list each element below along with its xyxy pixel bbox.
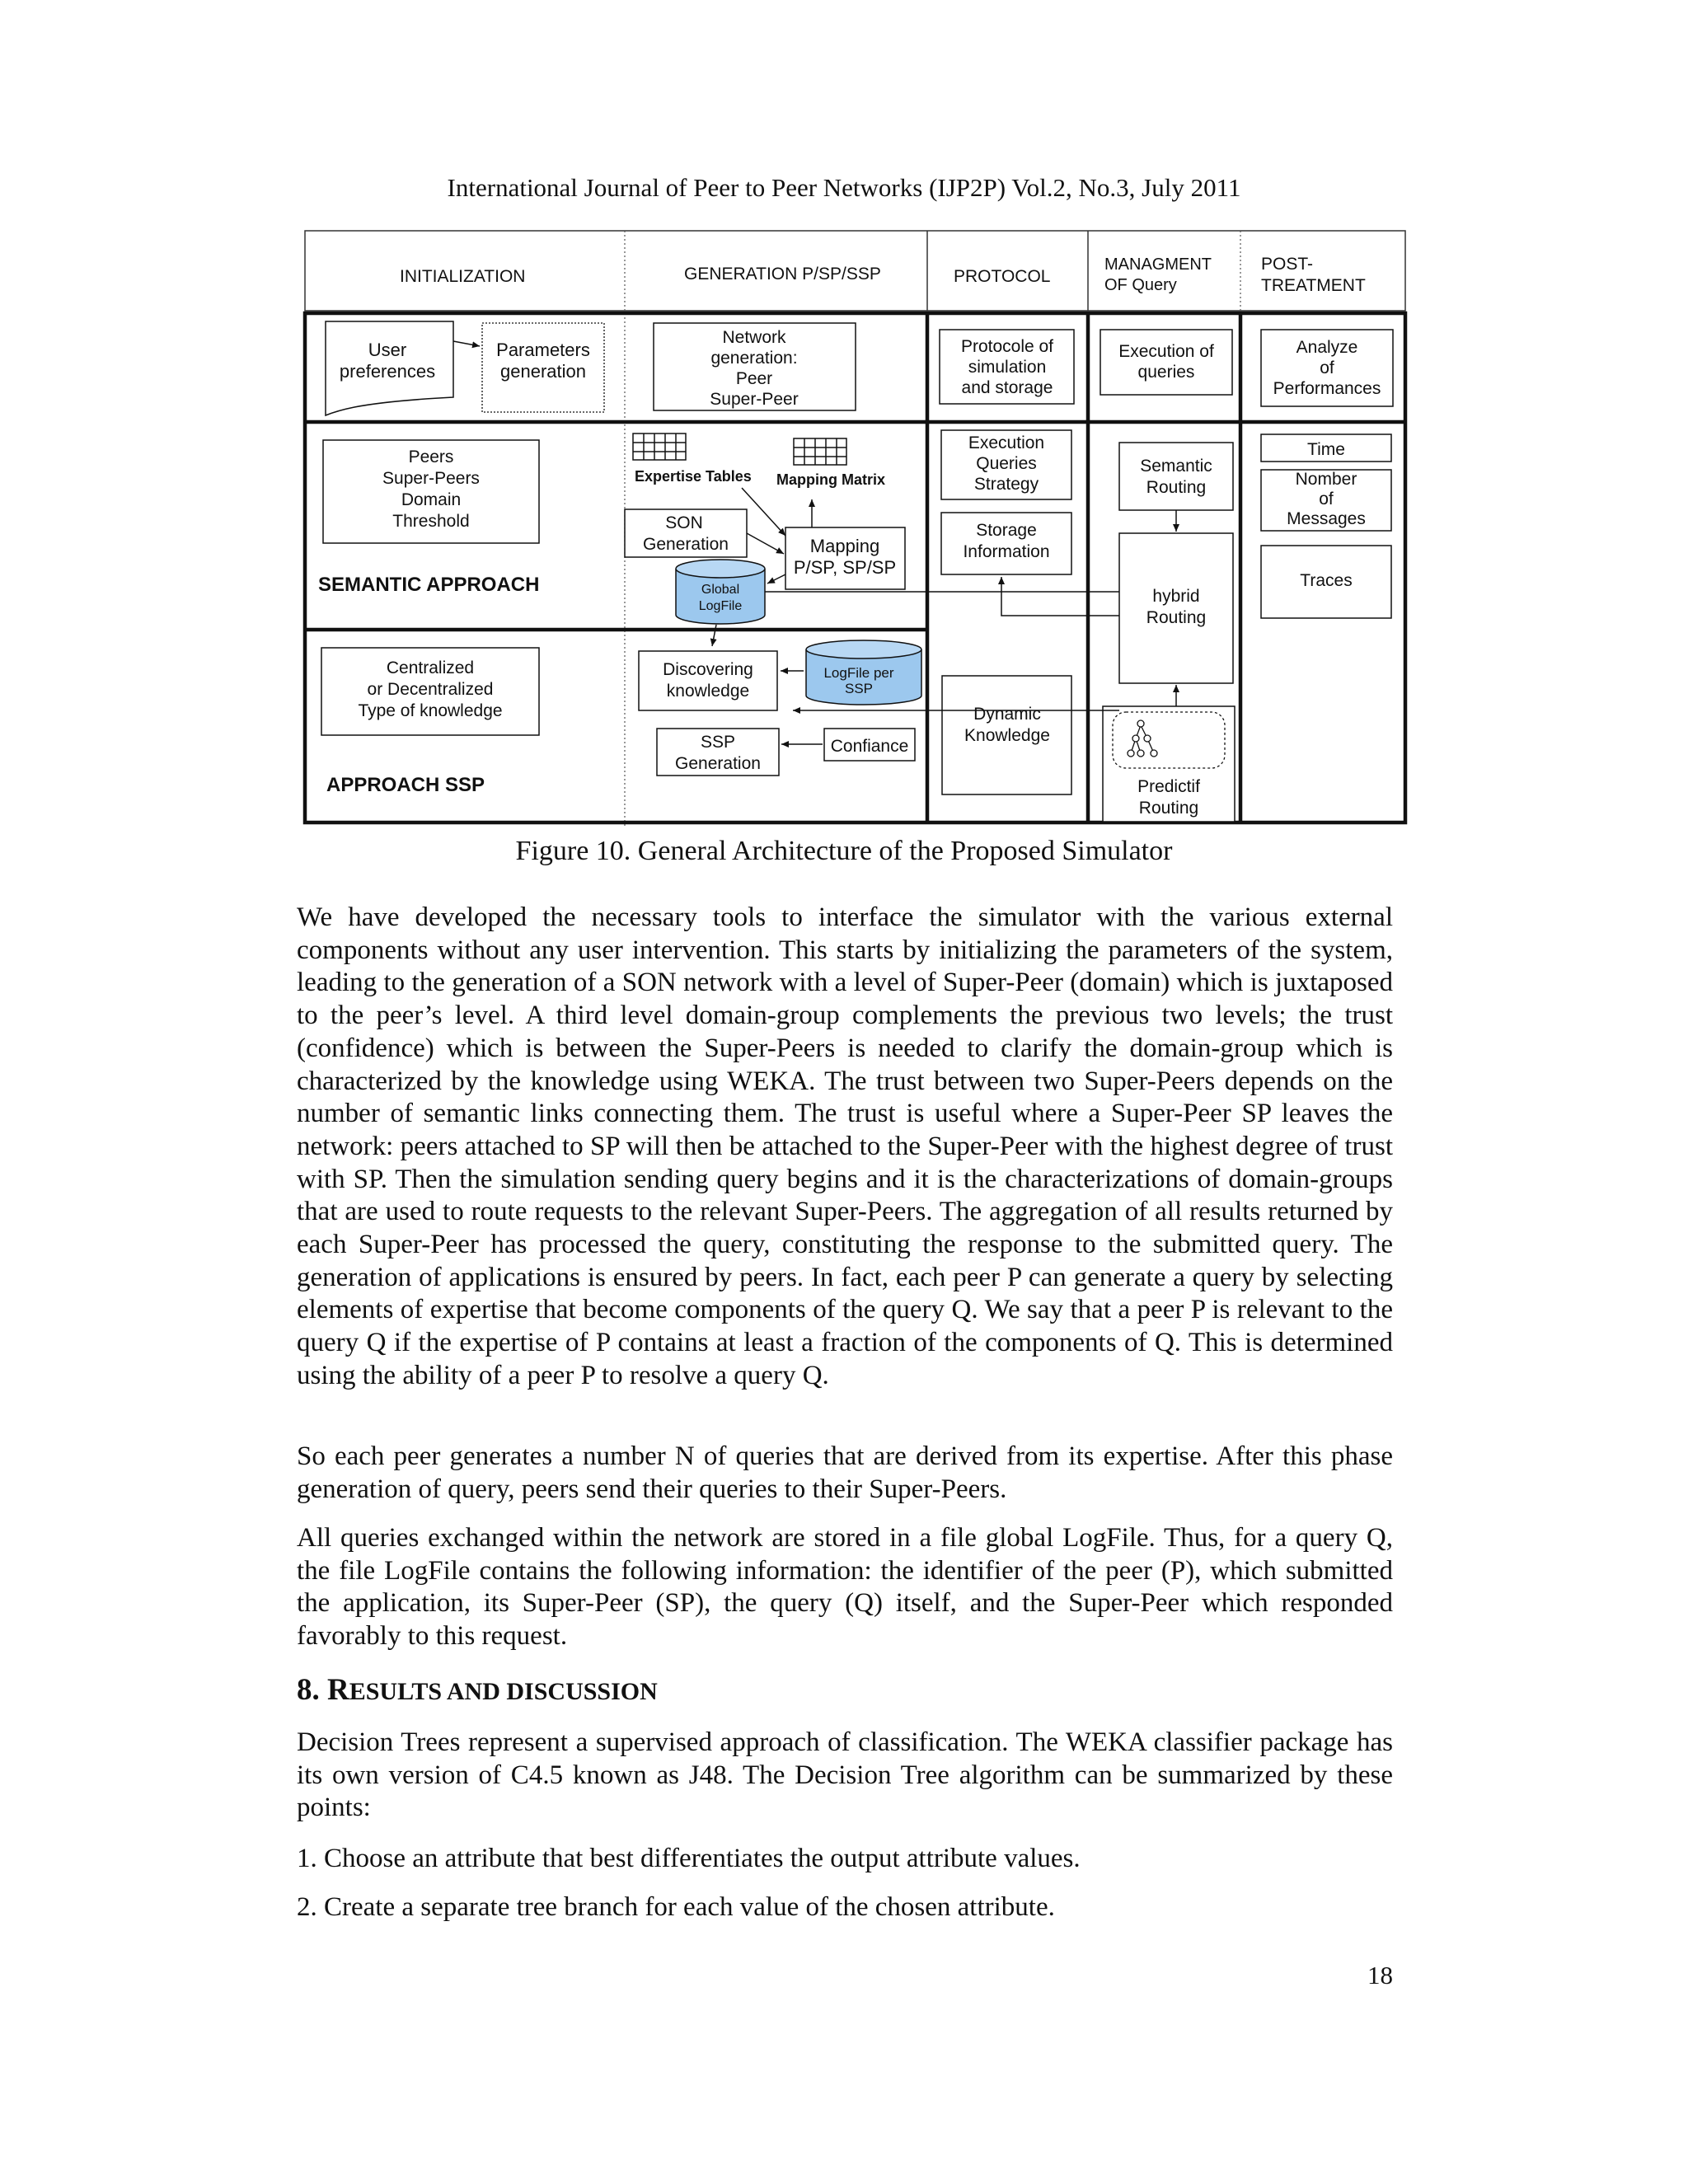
semantic-routing-box [1119, 443, 1233, 510]
peers-domain-l4: Threshold [392, 512, 470, 531]
ssp-generation-l2: Generation [675, 754, 761, 773]
ssp-generation-l1: SSP [700, 733, 736, 752]
mapping-l2: P/SP, SP/SP [793, 557, 897, 578]
execution-strategy-l3: Strategy [973, 475, 1039, 494]
parameters-generation-l2: generation [500, 361, 586, 382]
execution-strategy-l1: Execution [968, 434, 1045, 452]
centralized-l2: or Decentralized [367, 680, 494, 699]
user-preferences-l1: User [368, 340, 407, 360]
list-item: 1. Choose an attribute that best differentiates the output attribute values. [297, 1844, 1081, 1873]
predictif-routing-l1: Predictif [1137, 777, 1200, 796]
approach-ssp-label: APPROACH SSP [326, 774, 485, 796]
son-generation-l2: Generation [643, 535, 729, 554]
page-number: 18 [1367, 1961, 1393, 1990]
confiance-label: Confiance [830, 737, 909, 756]
section-title-initial: R [327, 1673, 349, 1707]
semantic-routing-l2: Routing [1146, 478, 1207, 497]
dynamic-knowledge-l2: Knowledge [964, 726, 1050, 745]
dynamic-knowledge-l1: Dynamic [973, 705, 1041, 724]
network-generation-l2: generation: [710, 349, 798, 368]
peers-domain-l2: Super-Peers [382, 469, 480, 488]
body-paragraph-3: All queries exchanged within the network are stored in a file global LogFile. Thus, for a query Q, the file LogFile contains the following information: the identifier of the peer (P), which submitted the application, its Super-Peer (SP), the query (Q) itself, and the Super-Peer which responded favorably to this request. [297, 1523, 1393, 1652]
global-logfile-l2: LogFile [698, 599, 743, 613]
centralized-l1: Centralized [386, 658, 475, 677]
list-item: 2. Create a separate tree branch for each value of the chosen attribute. [297, 1892, 1055, 1922]
global-logfile-l1: Global [701, 583, 740, 597]
execution-queries-l2: queries [1137, 363, 1195, 382]
storage-information-l1: Storage [976, 521, 1037, 540]
hybrid-routing-l1: hybrid [1152, 587, 1200, 606]
semantic-routing-l1: Semantic [1140, 457, 1212, 476]
analyze-l1: Analyze [1296, 338, 1358, 357]
discovering-l1: Discovering [663, 660, 753, 679]
execution-strategy-l2: Queries [976, 454, 1037, 473]
protocole-l1: Protocole of [960, 337, 1054, 356]
execution-queries-l1: Execution of [1118, 342, 1214, 361]
son-generation-l1: SON [665, 513, 703, 532]
logfile-ssp-l1: LogFile per [823, 665, 894, 681]
user-preferences-l2: preferences [339, 361, 436, 382]
network-generation-l4: Super-Peer [710, 390, 799, 409]
body-paragraph-4: Decision Trees represent a supervised approach of classification. The WEKA classifier package has its own version of C4.5 known as J48. The Decision Tree algorithm can be summarized by these points: [297, 1727, 1393, 1823]
network-generation-l1: Network [722, 328, 786, 347]
section-heading [297, 1672, 658, 1708]
expertise-tables-label: Expertise Tables [635, 468, 752, 485]
number-messages-l3: Messages [1287, 509, 1366, 528]
body-paragraph-1: We have developed the necessary tools to interface the simulator with the various external components without any user intervention. This starts by initializing the parameters of the system, leading to the generation of a SON network with a level of Super-Peer (domain) which is juxtaposed to the peer’s level. A third level domain-group complements the previous two levels; the trust (confidence) which is between the Super-Peers is needed to clarify the domain-group which is characterized by the knowledge using WEKA. The trust between two Super-Peers depends on the number of semantic links connecting them. The trust is useful where a Super-Peer SP leaves the network: peers attached to SP will then be attached to the Super-Peer with the highest degree of trust with SP. Then the simulation sending query begins and it is the characterizations of domain-groups that are used to route requests to the relevant Super-Peers. The aggregation of all results returned by each Super-Peer has processed the query, constituting the response to the submitted query. The generation of applications is ensured by peers. In fact, each peer P can generate a query by selecting elements of expertise that become components of the query Q. We say that a peer P is relevant to the query Q if the expertise of P contains at least a fraction of the components of Q. This is determined using the ability of a peer P to resolve a query Q. [297, 902, 1393, 1390]
logfile-ssp-l2: SSP [844, 681, 874, 696]
semantic-approach-label: SEMANTIC APPROACH [318, 574, 540, 596]
col-initialization: INITIALIZATION [400, 267, 526, 286]
col-management-2: OF Query [1104, 276, 1177, 294]
number-messages-l1: Nomber [1295, 470, 1357, 489]
col-management-1: MANAGMENT [1104, 255, 1212, 274]
number-messages-l2: of [1319, 490, 1334, 509]
analyze-l2: of [1320, 359, 1334, 377]
figure-caption: Figure 10. General Architecture of the Proposed Simulator [515, 836, 1173, 866]
analyze-l3: Performances [1273, 379, 1381, 398]
discovering-l2: knowledge [666, 682, 750, 701]
parameters-generation-l1: Parameters [496, 340, 590, 360]
col-generation: GENERATION P/SP/SSP [684, 265, 881, 284]
time-label: Time [1307, 440, 1345, 459]
storage-information-l2: Information [963, 542, 1050, 561]
protocole-l2: simulation [968, 358, 1047, 377]
network-generation-l3: Peer [735, 369, 773, 388]
mapping-matrix-icon [794, 438, 846, 465]
peers-domain-l1: Peers [408, 448, 454, 466]
hybrid-routing-l2: Routing [1146, 608, 1207, 627]
architecture-figure [297, 224, 1414, 830]
body-paragraph-2: So each peer generates a number N of queries that are derived from its expertise. After this phase generation of query, peers send their queries to their Super-Peers. [297, 1441, 1393, 1504]
mapping-l1: Mapping [809, 536, 880, 556]
mapping-matrix-label: Mapping Matrix [776, 471, 886, 488]
col-post-1: POST- [1261, 255, 1314, 274]
protocole-l3: and storage [961, 378, 1053, 397]
running-header: International Journal of Peer to Peer Networks (IJP2P) Vol.2, No.3, July 2011 [447, 173, 1241, 202]
centralized-l3: Type of knowledge [358, 701, 503, 720]
section-title-rest: ESULTS AND DISCUSSION [349, 1678, 658, 1705]
predictif-routing-l2: Routing [1138, 799, 1199, 818]
col-protocol: PROTOCOL [954, 267, 1051, 286]
section-number: 8. [297, 1673, 320, 1707]
peers-domain-l3: Domain [401, 490, 462, 509]
col-post-2: TREATMENT [1261, 276, 1366, 295]
expertise-table-icon [633, 434, 686, 460]
traces-label: Traces [1300, 571, 1353, 590]
